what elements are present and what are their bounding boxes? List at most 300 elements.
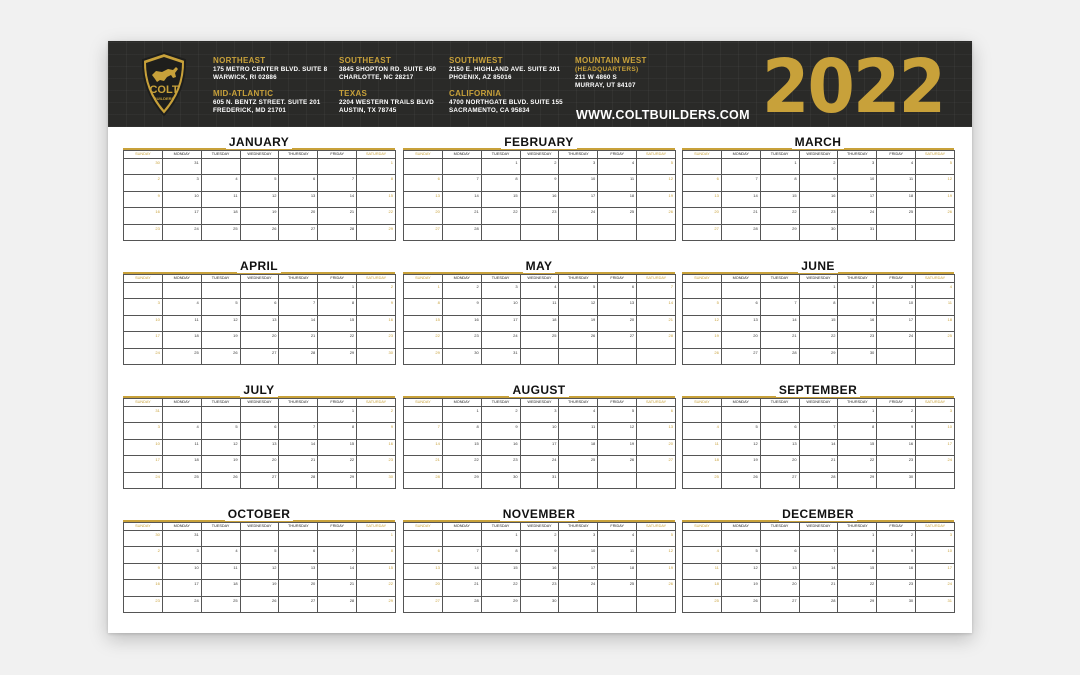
day-cell (877, 349, 916, 365)
day-cell (279, 473, 318, 489)
day-cell (357, 225, 396, 241)
day-cell (318, 283, 357, 299)
day-cell (683, 283, 722, 299)
weekday-header: WEDNESDAY (241, 399, 280, 407)
day-number: 4 (196, 424, 199, 430)
day-number: 9 (390, 424, 393, 430)
day-cell (722, 175, 761, 191)
day-number: 18 (947, 316, 952, 322)
day-cell (722, 473, 761, 489)
day-number: 11 (591, 424, 596, 430)
day-number: 8 (872, 424, 875, 430)
day-cell (163, 316, 202, 332)
day-cell (637, 208, 676, 224)
weekday-header: SATURDAY (637, 151, 676, 159)
day-number: 25 (194, 349, 199, 355)
weekday-header: MONDAY (163, 275, 202, 283)
day-number: 23 (474, 333, 479, 339)
day-cell (279, 440, 318, 456)
day-number: 28 (668, 333, 673, 339)
day-number: 13 (668, 424, 673, 430)
day-number: 19 (668, 564, 673, 570)
day-number: 23 (908, 581, 914, 587)
day-number: 19 (753, 581, 758, 587)
day-number: 16 (551, 192, 557, 198)
day-cell (443, 456, 482, 472)
day-number: 10 (869, 176, 875, 182)
day-number: 19 (271, 581, 277, 587)
day-cell (598, 283, 637, 299)
day-number: 6 (670, 408, 673, 413)
day-cell (318, 547, 357, 563)
day-number: 21 (349, 581, 355, 587)
day-number: 1 (794, 160, 797, 165)
month-grid (403, 150, 676, 241)
day-cell (637, 547, 676, 563)
day-cell (761, 175, 800, 191)
day-cell (916, 175, 955, 191)
day-cell (124, 299, 163, 315)
day-number: 10 (947, 424, 952, 430)
day-number: 11 (629, 548, 635, 554)
day-cell (559, 208, 598, 224)
day-cell (482, 440, 521, 456)
day-cell (318, 332, 357, 348)
day-cell (877, 407, 916, 423)
day-number: 28 (435, 473, 440, 479)
day-cell (521, 423, 560, 439)
day-number: 16 (551, 564, 557, 570)
day-cell (761, 332, 800, 348)
day-number: 9 (872, 300, 875, 306)
month-title (123, 259, 395, 273)
day-number: 25 (629, 581, 635, 587)
weekday-header: THURSDAY (838, 151, 877, 159)
day-cell (877, 159, 916, 175)
day-cell (761, 597, 800, 613)
day-cell (877, 299, 916, 315)
day-cell (202, 283, 241, 299)
day-cell (761, 456, 800, 472)
day-cell (916, 407, 955, 423)
day-cell (202, 580, 241, 596)
day-cell (241, 531, 280, 547)
day-number: 30 (155, 532, 160, 537)
day-number: 8 (872, 548, 875, 554)
day-number: 1 (515, 532, 518, 537)
day-cell (357, 316, 396, 332)
weekday-header: MONDAY (443, 523, 482, 531)
day-number: 15 (388, 564, 393, 570)
weekday-header: SATURDAY (357, 399, 396, 407)
website-url: WWW.COLTBUILDERS.COM (576, 108, 750, 122)
day-number: 15 (792, 192, 797, 198)
day-number: 27 (310, 225, 316, 231)
day-cell (800, 473, 839, 489)
day-number: 26 (233, 349, 238, 355)
day-number: 14 (349, 564, 355, 570)
month-grid (123, 274, 396, 365)
day-cell (443, 299, 482, 315)
svg-text:BUILDERS: BUILDERS (153, 96, 175, 101)
day-cell (916, 299, 955, 315)
day-cell (163, 283, 202, 299)
day-cell (916, 440, 955, 456)
day-number: 8 (833, 300, 836, 306)
day-number: 30 (830, 225, 836, 231)
day-number: 5 (755, 424, 758, 430)
day-number: 20 (310, 209, 316, 215)
day-cell (722, 208, 761, 224)
day-cell (800, 208, 839, 224)
day-number: 20 (435, 581, 440, 587)
day-number: 6 (274, 300, 277, 306)
day-number: 27 (714, 225, 719, 231)
day-cell (202, 192, 241, 208)
day-number: 28 (830, 597, 836, 603)
day-cell (163, 407, 202, 423)
day-number: 18 (714, 457, 719, 463)
calendar-year: 2022 (762, 44, 945, 130)
month-september (682, 383, 954, 499)
day-number: 19 (753, 457, 758, 463)
day-cell (838, 440, 877, 456)
day-number: 26 (753, 597, 758, 603)
weekday-header: THURSDAY (279, 151, 318, 159)
day-cell (357, 349, 396, 365)
day-number: 19 (271, 209, 277, 215)
day-cell (404, 208, 443, 224)
day-cell (722, 349, 761, 365)
day-number: 27 (753, 349, 758, 355)
day-cell (761, 349, 800, 365)
day-cell (761, 473, 800, 489)
month-grid (682, 150, 955, 241)
day-cell (124, 564, 163, 580)
day-cell (559, 332, 598, 348)
day-cell (163, 440, 202, 456)
day-cell (279, 456, 318, 472)
day-cell (443, 407, 482, 423)
day-number: 20 (792, 581, 797, 587)
day-cell (916, 159, 955, 175)
day-cell (521, 283, 560, 299)
day-number: 20 (310, 581, 316, 587)
day-cell (241, 473, 280, 489)
day-cell (163, 473, 202, 489)
headquarters-label: (HEADQUARTERS) (575, 66, 639, 73)
month-title-text: JULY (240, 383, 277, 397)
day-number: 25 (194, 473, 199, 479)
day-cell (443, 349, 482, 365)
day-number: 17 (194, 209, 199, 215)
weekday-header: THURSDAY (838, 275, 877, 283)
day-number: 15 (869, 440, 875, 446)
day-cell (357, 580, 396, 596)
weekday-header: SATURDAY (637, 523, 676, 531)
day-cell (163, 564, 202, 580)
day-number: 16 (388, 316, 393, 322)
day-cell (598, 407, 637, 423)
weekday-header: SUNDAY (683, 523, 722, 531)
day-cell (482, 175, 521, 191)
day-number: 30 (474, 349, 479, 355)
day-cell (241, 192, 280, 208)
day-number: 30 (908, 473, 914, 479)
region-label: MID-ATLANTIC (213, 89, 274, 98)
day-cell (241, 580, 280, 596)
day-cell (241, 564, 280, 580)
day-cell (559, 531, 598, 547)
office-southeast (339, 56, 436, 82)
weekday-header: TUESDAY (202, 151, 241, 159)
day-cell (722, 580, 761, 596)
day-cell (124, 580, 163, 596)
day-number: 31 (551, 473, 557, 479)
month-title-text: NOVEMBER (500, 507, 579, 521)
weekday-header: FRIDAY (318, 523, 357, 531)
day-number: 10 (194, 192, 199, 198)
day-cell (637, 456, 676, 472)
day-number: 16 (474, 316, 479, 322)
day-cell (202, 473, 241, 489)
day-cell (722, 547, 761, 563)
day-number: 27 (629, 333, 635, 339)
weekday-header: FRIDAY (598, 275, 637, 283)
day-number: 26 (668, 209, 673, 215)
day-cell (443, 192, 482, 208)
weekday-header: SATURDAY (357, 151, 396, 159)
day-cell (482, 597, 521, 613)
day-cell (722, 564, 761, 580)
day-cell (279, 283, 318, 299)
day-cell (521, 299, 560, 315)
weekday-header: SATURDAY (637, 399, 676, 407)
weekday-header: MONDAY (722, 399, 761, 407)
day-cell (838, 473, 877, 489)
day-number: 16 (155, 581, 160, 587)
day-cell (163, 580, 202, 596)
day-cell (722, 159, 761, 175)
day-number: 24 (194, 225, 199, 231)
day-cell (202, 407, 241, 423)
month-title (123, 383, 395, 397)
day-cell (800, 564, 839, 580)
weekday-header: SUNDAY (124, 399, 163, 407)
day-number: 2 (554, 160, 557, 165)
weekday-header: WEDNESDAY (521, 151, 560, 159)
day-number: 27 (435, 225, 440, 231)
day-number: 7 (476, 548, 479, 554)
day-cell (838, 159, 877, 175)
day-number: 3 (157, 300, 160, 306)
day-number: 6 (313, 548, 316, 554)
address-line: 211 W 4860 S (575, 74, 617, 82)
day-number: 6 (794, 548, 797, 554)
day-cell (559, 597, 598, 613)
day-cell (279, 316, 318, 332)
day-number: 15 (513, 192, 518, 198)
day-cell (722, 299, 761, 315)
day-cell (916, 473, 955, 489)
day-cell (637, 423, 676, 439)
day-number: 21 (310, 457, 316, 463)
day-number: 12 (233, 316, 238, 322)
month-title (403, 507, 675, 521)
month-march (682, 135, 954, 251)
day-cell (318, 580, 357, 596)
weekday-header: SATURDAY (357, 275, 396, 283)
month-january (123, 135, 395, 251)
day-cell (404, 225, 443, 241)
day-cell (202, 564, 241, 580)
day-number: 25 (233, 225, 238, 231)
weekday-header: THURSDAY (559, 151, 598, 159)
day-cell (357, 159, 396, 175)
weekday-header: MONDAY (722, 275, 761, 283)
weekday-header: SATURDAY (637, 275, 676, 283)
day-cell (482, 159, 521, 175)
day-cell (800, 597, 839, 613)
day-cell (163, 225, 202, 241)
day-cell (637, 192, 676, 208)
day-number: 9 (910, 548, 914, 554)
day-number: 8 (515, 176, 518, 182)
day-cell (559, 175, 598, 191)
day-cell (124, 407, 163, 423)
day-number: 22 (388, 581, 393, 587)
weekday-header: TUESDAY (482, 399, 521, 407)
day-number: 6 (437, 548, 440, 554)
day-cell (761, 299, 800, 315)
day-cell (683, 192, 722, 208)
day-number: 27 (310, 597, 316, 603)
day-cell (202, 423, 241, 439)
day-number: 7 (670, 284, 673, 289)
day-cell (202, 159, 241, 175)
day-number: 6 (716, 176, 719, 182)
day-number: 7 (351, 176, 355, 182)
address-line: PHOENIX, AZ 85016 (449, 73, 512, 81)
day-number: 22 (349, 457, 355, 463)
day-cell (559, 349, 598, 365)
day-number: 9 (476, 300, 479, 306)
month-title-text: APRIL (237, 259, 281, 273)
day-number: 7 (794, 300, 797, 306)
day-number: 10 (947, 548, 952, 554)
day-cell (357, 547, 396, 563)
day-cell (916, 564, 955, 580)
month-february (403, 135, 675, 251)
day-cell (838, 580, 877, 596)
weekday-header: SUNDAY (404, 523, 443, 531)
day-number: 19 (233, 457, 238, 463)
day-cell (241, 332, 280, 348)
day-cell (124, 547, 163, 563)
day-cell (800, 192, 839, 208)
day-cell (404, 440, 443, 456)
day-cell (683, 208, 722, 224)
day-number: 29 (513, 597, 518, 603)
day-cell (637, 225, 676, 241)
day-number: 16 (908, 440, 914, 446)
day-cell (357, 299, 396, 315)
day-cell (877, 192, 916, 208)
day-cell (761, 580, 800, 596)
day-cell (683, 597, 722, 613)
day-number: 24 (155, 349, 160, 355)
day-cell (683, 175, 722, 191)
day-cell (318, 159, 357, 175)
day-number: 9 (515, 424, 518, 430)
day-number: 12 (947, 176, 952, 182)
day-number: 2 (910, 532, 914, 537)
day-number: 20 (435, 209, 440, 215)
day-cell (521, 159, 560, 175)
weekday-header: MONDAY (722, 523, 761, 531)
day-number: 1 (351, 284, 355, 289)
day-number: 15 (349, 440, 355, 446)
day-cell (521, 316, 560, 332)
day-number: 8 (515, 548, 518, 554)
day-cell (838, 349, 877, 365)
day-number: 2 (157, 548, 160, 554)
day-cell (279, 175, 318, 191)
day-cell (279, 299, 318, 315)
day-cell (482, 225, 521, 241)
month-title-text: JUNE (798, 259, 838, 273)
day-number: 3 (554, 408, 557, 413)
weekday-header: WEDNESDAY (521, 275, 560, 283)
day-cell (598, 192, 637, 208)
day-cell (279, 332, 318, 348)
day-cell (318, 349, 357, 365)
day-cell (521, 349, 560, 365)
day-number: 22 (388, 209, 393, 215)
day-number: 5 (631, 408, 635, 413)
day-cell (318, 531, 357, 547)
day-cell (761, 225, 800, 241)
day-cell (443, 564, 482, 580)
address-line: 175 METRO CENTER BLVD. SUITE 8 (213, 66, 328, 73)
day-number: 3 (515, 284, 518, 289)
day-cell (404, 423, 443, 439)
day-cell (559, 159, 598, 175)
day-number: 6 (313, 176, 316, 182)
day-number: 3 (157, 424, 160, 430)
day-number: 4 (631, 532, 635, 537)
day-number: 30 (869, 349, 875, 355)
day-number: 17 (947, 440, 952, 446)
day-cell (877, 597, 916, 613)
day-number: 13 (629, 300, 635, 306)
day-cell (761, 159, 800, 175)
day-cell (722, 597, 761, 613)
day-cell (404, 175, 443, 191)
day-number: 17 (590, 564, 596, 570)
weekday-header: TUESDAY (482, 151, 521, 159)
day-cell (521, 407, 560, 423)
day-cell (838, 299, 877, 315)
day-cell (318, 473, 357, 489)
day-cell (404, 349, 443, 365)
day-number: 4 (235, 548, 238, 554)
month-title-text: JANUARY (226, 135, 292, 149)
day-cell (202, 225, 241, 241)
day-cell (800, 407, 839, 423)
day-cell (916, 580, 955, 596)
day-number: 31 (869, 225, 875, 231)
